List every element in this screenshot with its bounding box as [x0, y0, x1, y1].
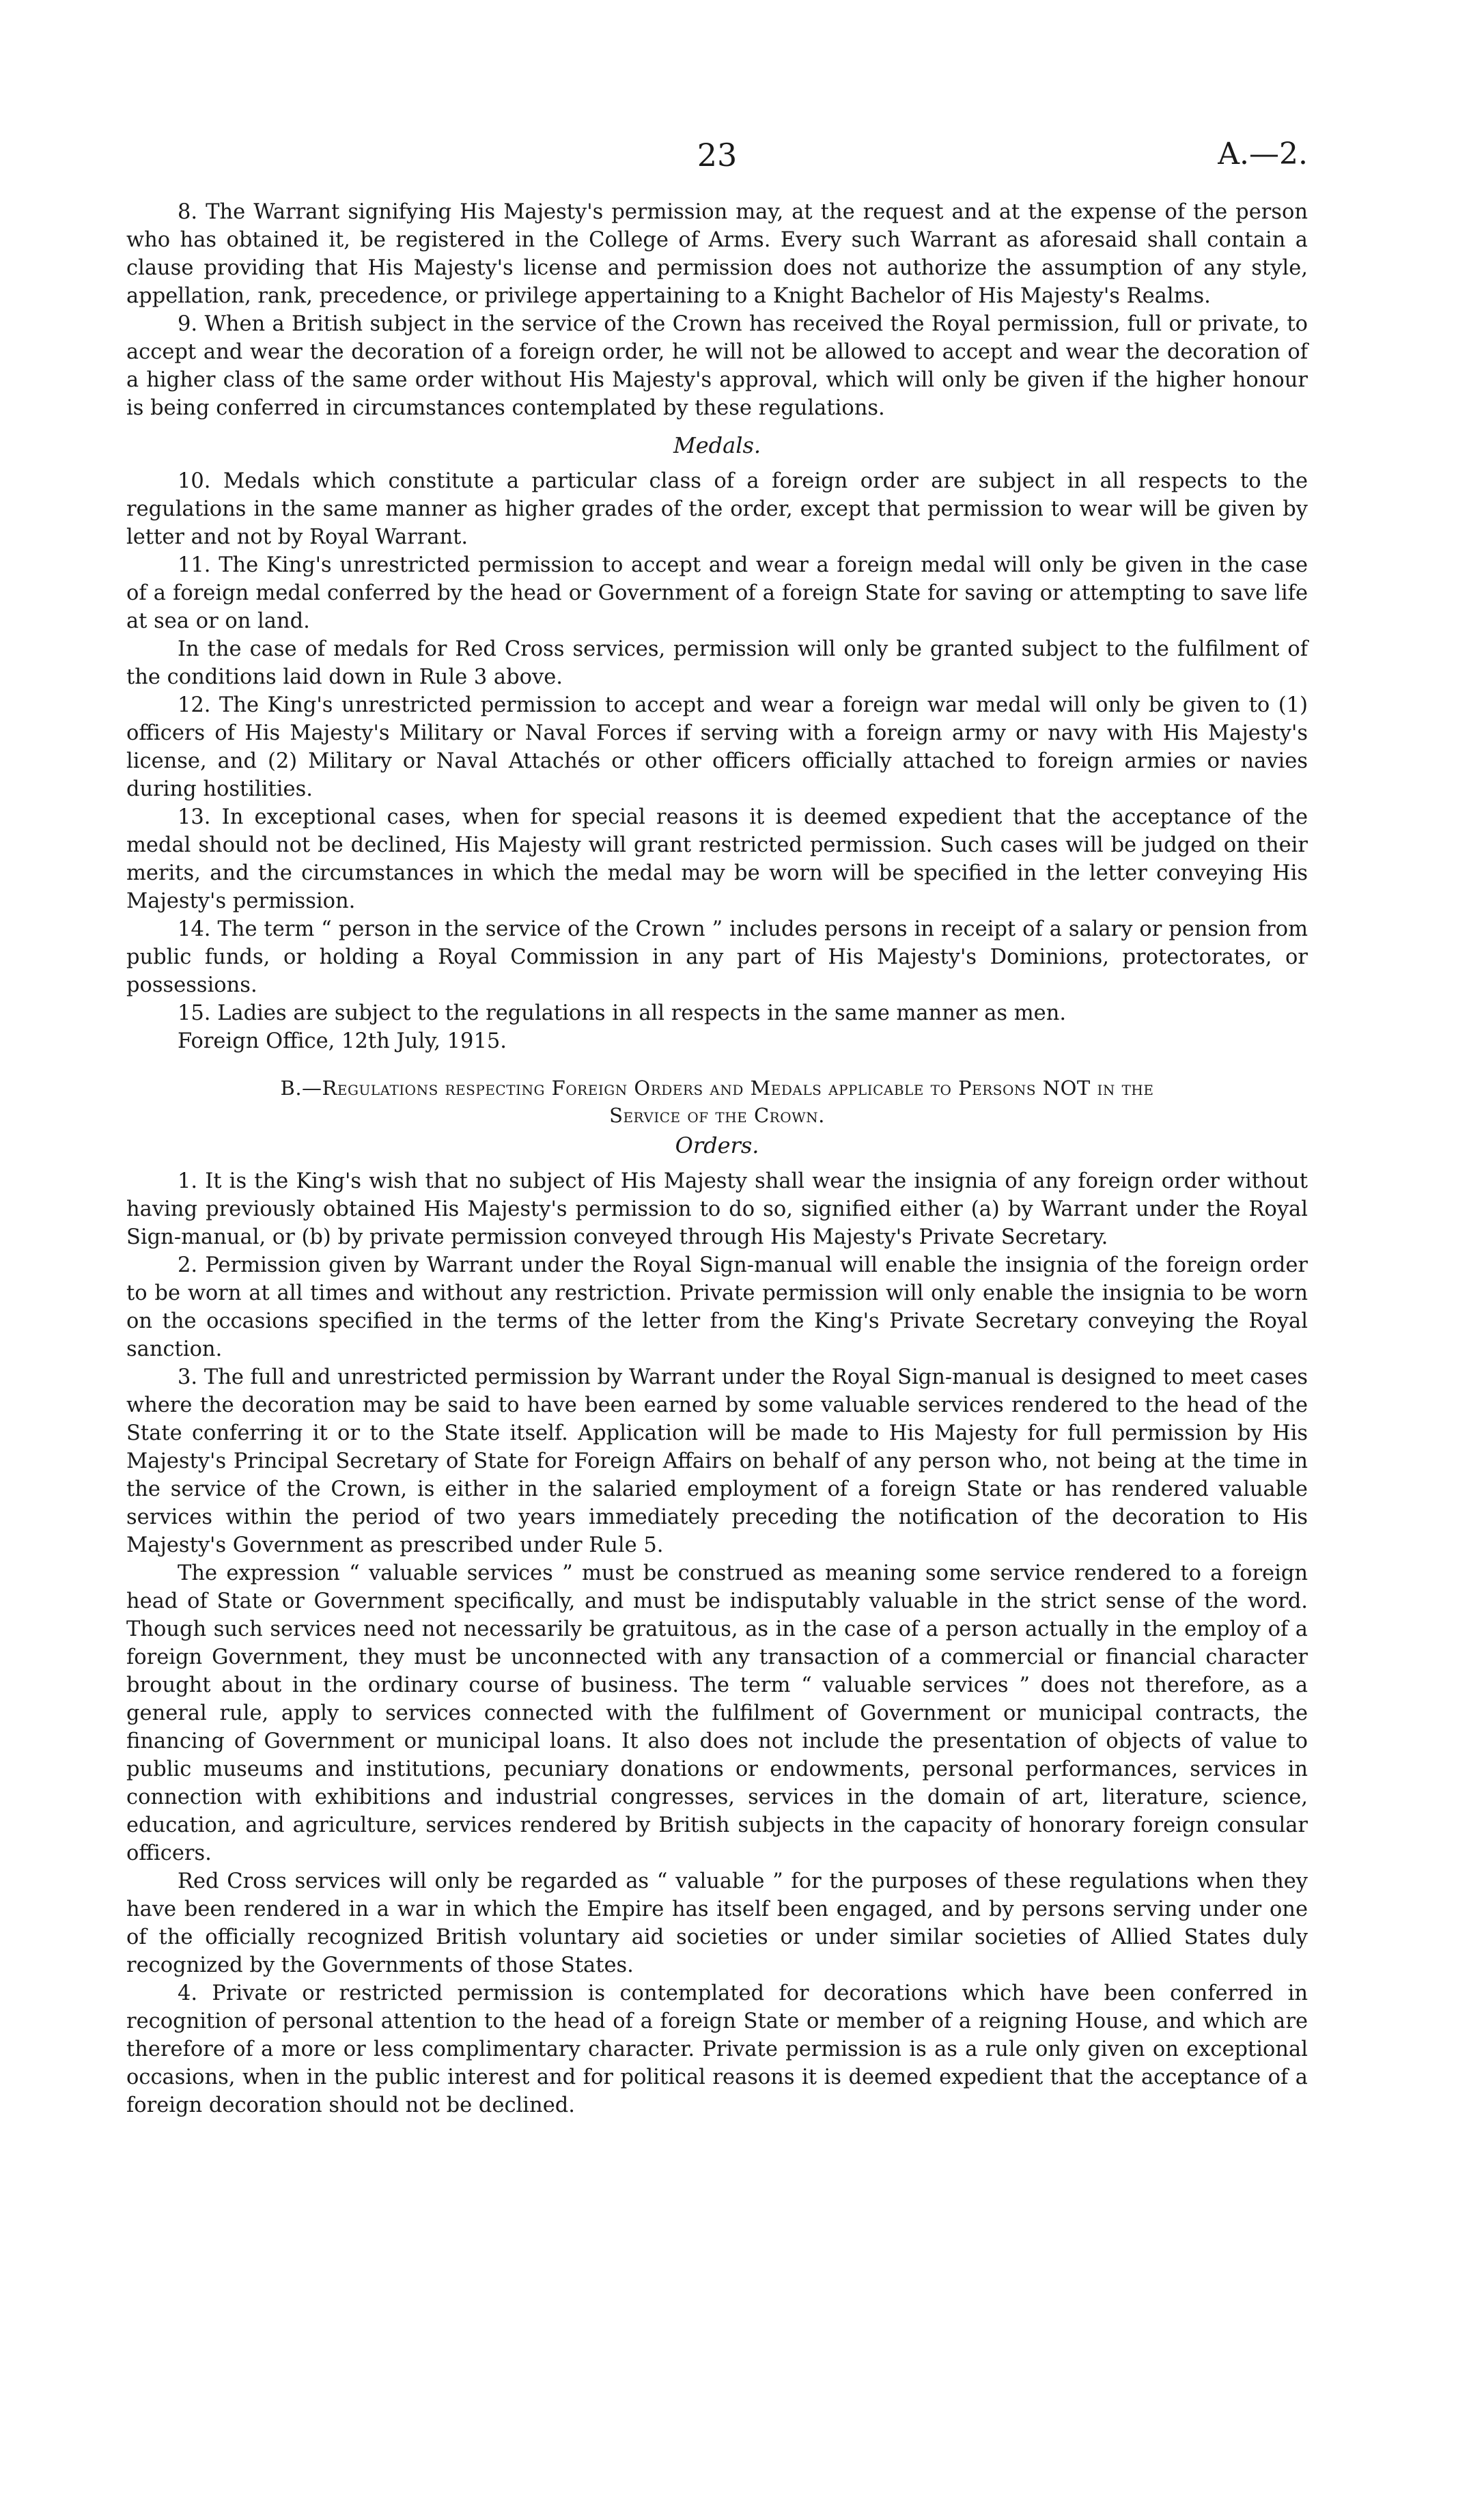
page-header: [126, 137, 1308, 198]
paragraph-12: 12. The King's unrestricted permission to accept and wear a foreign war medal will only be given to (1) officers of His Majesty's Military or Naval Forces if serving with a foreign army or navy with His Majesty's license, and (2) Military or Naval Attachés or other officers officially attached to foreign armies or navies during hostilities.: [126, 693, 1308, 801]
part-b-heading-line-2: Service of the Crown.: [609, 1104, 825, 1127]
paragraph-8: 8. The Warrant signifying His Majesty's permission may, at the request and at the expense of the person who has obtained it, be registered in the College of Arms. Every such Warrant as aforesaid shall contain a clause providing that His Majesty's license and permission does not authorize the assumption of any style, appellation, rank, precedence, or privilege appertaining to a Knight Bachelor of His Majesty's Realms.: [126, 200, 1308, 308]
paragraph-15: 15. Ladies are subject to the regulations in all respects in the same manner as men.: [178, 1001, 1067, 1025]
orders-paragraph-2: 2. Permission given by Warrant under the Royal Sign-manual will enable the insignia of the foreign order to be worn at all times and without any restriction. Private permission will only enable the insignia to be worn on the occasions specified in the terms of the letter from the King's Private Secretary conveying the Royal sanction.: [126, 1253, 1308, 1361]
paragraph-red-cross-medals: In the case of medals for Red Cross services, permission will only be granted subject to the fulfilment of the conditions laid down in Rule 3 above.: [126, 637, 1308, 689]
orders-paragraph-4: 4. Private or restricted permission is contemplated for decorations which have been conferred in recognition of personal attention to the head of a foreign State or member of a reigning House, and which are therefore of a more or less complimentary character. Private permission is as a rule only given on exceptional occasions, when in the public interest and for political reasons it is deemed expedient that the acceptance of a foreign decoration should not be declined.: [126, 1981, 1308, 2117]
page-number: 23: [697, 137, 738, 173]
part-b-heading-line-1: B.—Regulations respecting Foreign Orders and Medals applicable to Persons NOT in the: [280, 1076, 1154, 1100]
document-page: [126, 137, 1308, 2119]
part-b-heading: [126, 1074, 1308, 1129]
dateline: Foreign Office, 12th July, 1915.: [178, 1029, 507, 1053]
paragraph-10: 10. Medals which constitute a particular class of a foreign order are subject in all respects to the regulations in the same manner as higher grades of the order, except that permission to wear will be given by letter and not by Royal Warrant.: [126, 469, 1308, 549]
orders-paragraph-1: 1. It is the King's wish that no subject of His Majesty shall wear the insignia of any foreign order without having previously obtained His Majesty's permission to do so, signified either (a) by Warrant under the Royal Sign-manual, or (b) by private permission conveyed through His Majesty's Private Secretary.: [126, 1169, 1308, 1249]
paper-reference: A.—2.: [1218, 137, 1308, 171]
part-b-section: [126, 1074, 1308, 2119]
paragraph-13: 13. In exceptional cases, when for special reasons it is deemed expedient that the acceptance of the medal should not be declined, His Majesty will grant restricted permission. Such cases will be judged on their merits, and the circumstances in which the medal may be worn will be specified in the letter conveying His Majesty's permission.: [126, 805, 1308, 913]
orders-heading: Orders.: [675, 1132, 759, 1158]
part-a-section: [126, 198, 1308, 1055]
medals-heading: Medals.: [673, 432, 761, 458]
valuable-services-paragraph: The expression “ valuable services ” must be construed as meaning some service rendered to a foreign head of State or Government specifically, and must be indisputably valuable in the strict sense of the word. Though such services need not necessarily be gratuitous, as in the case of a person actually in the employ of a foreign Government, they must be unconnected with any transaction of a commercial or financial character brought about in the ordinary course of business. The term “ valuable services ” does not therefore, as a general rule, apply to services connected with the fulfilment of Government or municipal contracts, the financing of Government or municipal loans. It also does not include the presentation of objects of value to public museums and institutions, pecuniary donations or endowments, personal performances, services in connection with exhibitions and industrial congresses, services in the domain of art, literature, science, education, and agriculture, services rendered by British subjects in the capacity of honorary foreign consular officers.: [126, 1561, 1308, 1865]
paragraph-9: 9. When a British subject in the service of the Crown has received the Royal permission, full or private, to accept and wear the decoration of a foreign order, he will not be allowed to accept and wear the decoration of a higher class of the same order without His Majesty's approval, which will only be given if the higher honour is being conferred in circumstances contemplated by these regulations.: [126, 312, 1308, 420]
red-cross-services-paragraph: Red Cross services will only be regarded as “ valuable ” for the purposes of these regulations when they have been rendered in a war in which the Empire has itself been engaged, and by persons serving under one of the officially recognized British voluntary aid societies or under similar societies of Allied States duly recognized by the Governments of those States.: [126, 1869, 1308, 1977]
paragraph-11: 11. The King's unrestricted permission to accept and wear a foreign medal will only be given in the case of a foreign medal conferred by the head or Government of a foreign State for saving or attempting to save life at sea or on land.: [126, 553, 1308, 633]
orders-paragraph-3: 3. The full and unrestricted permission by Warrant under the Royal Sign-manual is designed to meet cases where the decoration may be said to have been earned by some valuable services rendered to the head of the State conferring it or to the State itself. Application will be made to His Majesty for full permission by His Majesty's Principal Secretary of State for Foreign Affairs on behalf of any person who, not being at the time in the service of the Crown, is either in the salaried employment of a foreign State or has rendered valuable services within the period of two years immediately preceding the notification of the decoration to His Majesty's Government as prescribed under Rule 5.: [126, 1365, 1308, 1557]
paragraph-14: 14. The term “ person in the service of the Crown ” includes persons in receipt of a salary or pension from public funds, or holding a Royal Commission in any part of His Majesty's Dominions, protectorates, or possessions.: [126, 917, 1308, 997]
